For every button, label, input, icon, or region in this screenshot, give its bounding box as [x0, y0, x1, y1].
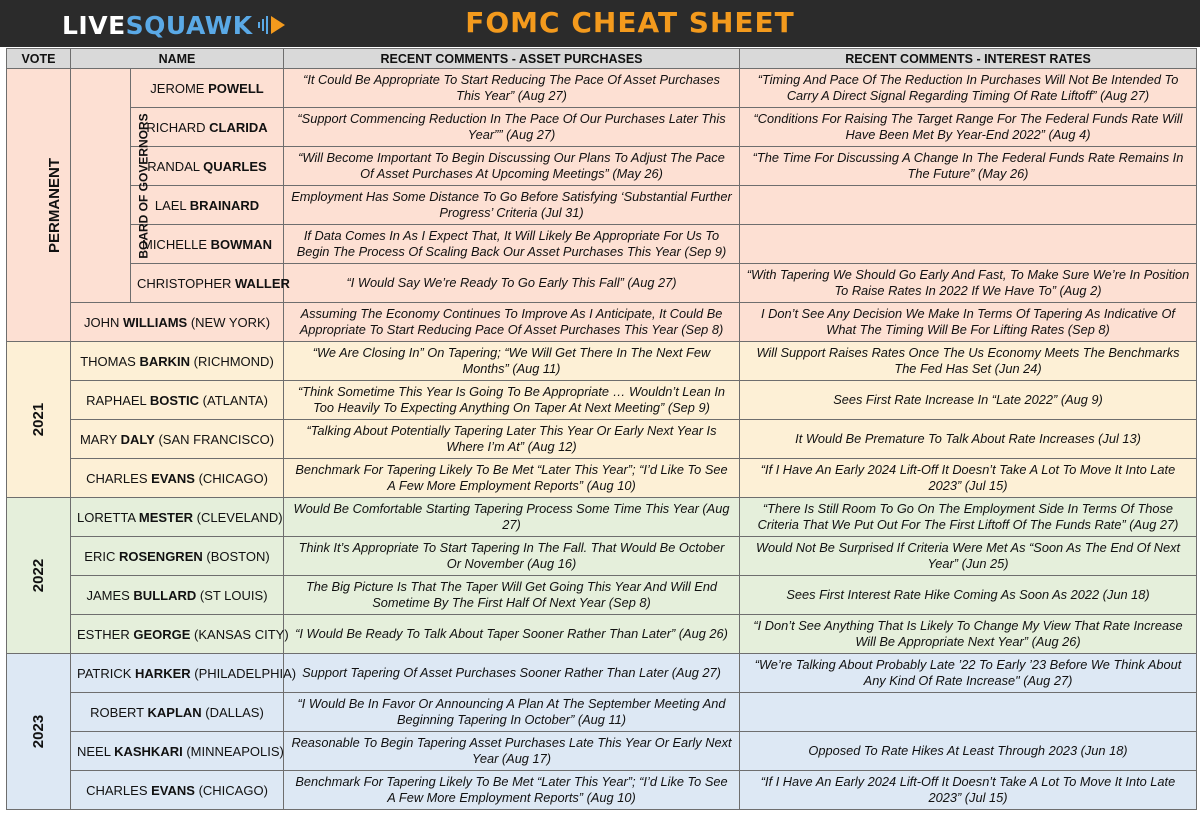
member-first-name: CHRISTOPHER: [137, 275, 235, 291]
member-name: [71, 771, 284, 810]
asset-purchases-comment: Benchmark For Tapering Likely To Be Met “Later This Year”; “I’d Like To See A Few More Employment Reports” (Aug 10): [284, 459, 740, 498]
member-name: [71, 498, 284, 537]
member-location: (BOSTON): [202, 548, 270, 564]
asset-purchases-comment: Support Tapering Of Asset Purchases Sooner Rather Than Later (Aug 27): [284, 654, 740, 693]
member-name: [71, 732, 284, 771]
member-first-name: RAPHAEL: [86, 392, 150, 408]
member-last-name: BOWMAN: [210, 236, 273, 252]
member-first-name: PATRICK: [77, 665, 136, 681]
member-last-name: MESTER: [138, 509, 194, 525]
member-location: (ATLANTA): [199, 392, 268, 408]
logo-text-live: LIVE: [62, 10, 126, 40]
interest-rates-comment: “I Don’t See Anything That Is Likely To Change My View That Rate Increase Will Be Appropriate Next Year” (Aug 26): [740, 615, 1197, 654]
interest-rates-comment: “Conditions For Raising The Target Range For The Federal Funds Rate Will Have Been Met By Year-End 2022” (Aug 4): [740, 108, 1197, 147]
interest-rates-comment: [740, 186, 1197, 225]
member-name: [71, 615, 289, 654]
asset-purchases-comment: “It Could Be Appropriate To Start Reducing The Pace Of Asset Purchases This Year” (Aug 27): [284, 69, 740, 108]
member-last-name: QUARLES: [203, 158, 267, 174]
member-name: [71, 381, 284, 420]
interest-rates-comment: I Don’t See Any Decision We Make In Terms Of Tapering As Indicative Of What The Timing Will Be For Lifting Rates (Sep 8): [740, 303, 1197, 342]
interest-rates-comment: “With Tapering We Should Go Early And Fast, To Make Sure We’re In Position To Raise Rates In 2022 If We Have To” (Aug 2): [740, 264, 1197, 303]
table-row: [7, 342, 1197, 381]
interest-rates-comment: [740, 693, 1197, 732]
asset-purchases-column-header: RECENT COMMENTS - ASSET PURCHASES: [284, 49, 740, 69]
member-last-name: HARKER: [135, 665, 191, 681]
member-first-name: ESTHER: [77, 626, 134, 642]
interest-rates-comment: “We’re Talking About Probably Late ’22 To Early ’23 Before We Think About Any Kind Of Rate Increase" (Aug 27): [740, 654, 1197, 693]
member-name: [71, 342, 284, 381]
member-name: [131, 147, 284, 186]
member-last-name: BRAINARD: [189, 197, 260, 213]
asset-purchases-comment: Assuming The Economy Continues To Improve As I Anticipate, It Could Be Appropriate To Start Reducing Pace Of Asset Purchases This Year (Sep 8): [284, 303, 740, 342]
vote-group-y2022: [7, 498, 71, 654]
member-location: (SAN FRANCISCO): [154, 431, 275, 447]
interest-rates-comment: Opposed To Rate Hikes At Least Through 2023 (Jun 18): [740, 732, 1197, 771]
member-first-name: MICHELLE: [141, 236, 211, 252]
table-row: [7, 771, 1197, 810]
header-bar: [0, 0, 1200, 47]
asset-purchases-comment: “Will Become Important To Begin Discussing Our Plans To Adjust The Pace Of Asset Purchases At Upcoming Meetings” (May 26): [284, 147, 740, 186]
interest-rates-comment: “If I Have An Early 2024 Lift-Off It Doesn’t Take A Lot To Move It Into Late 2023” (Jul 15): [740, 459, 1197, 498]
interest-rates-comment: “If I Have An Early 2024 Lift-Off It Doesn’t Take A Lot To Move It Into Late 2023” (Jul 15): [740, 771, 1197, 810]
asset-purchases-comment: “I Would Say We’re Ready To Go Early This Fall” (Aug 27): [284, 264, 740, 303]
interest-rates-comment: Sees First Rate Increase In “Late 2022” (Aug 9): [740, 381, 1197, 420]
member-name: [131, 264, 290, 303]
name-column-header: NAME: [71, 49, 284, 69]
table-row: [7, 537, 1197, 576]
board-of-governors-group: [71, 69, 151, 303]
member-name: [71, 654, 297, 693]
asset-purchases-comment: “We Are Closing In” On Tapering; “We Will Get There In The Next Few Months” (Aug 11): [284, 342, 740, 381]
member-name: [131, 225, 284, 264]
table-row: [7, 459, 1197, 498]
member-last-name: KAPLAN: [147, 704, 202, 720]
logo-text-squawk: SQUAWK: [125, 10, 253, 40]
asset-purchases-comment: “I Would Be In Favor Or Announcing A Plan At The September Meeting And Beginning Tapering In October” (Aug 11): [284, 693, 740, 732]
member-location: (RICHMOND): [190, 353, 274, 369]
member-last-name: BOSTIC: [149, 392, 200, 408]
member-last-name: CLARIDA: [209, 119, 268, 135]
member-first-name: CHARLES: [86, 782, 152, 798]
member-location: (DALLAS): [201, 704, 264, 720]
table-row: [7, 732, 1197, 771]
member-name: [71, 303, 284, 342]
member-first-name: ERIC: [84, 548, 119, 564]
member-last-name: BARKIN: [139, 353, 191, 369]
member-name: [131, 108, 284, 147]
member-first-name: NEEL: [77, 743, 115, 759]
table-row: [7, 693, 1197, 732]
table-row: [7, 303, 1197, 342]
member-location: (KANSAS CITY): [190, 626, 289, 642]
member-first-name: LAEL: [154, 197, 190, 213]
member-first-name: RICHARD: [146, 119, 210, 135]
member-location: (MINNEAPOLIS): [182, 743, 284, 759]
vote-group-permanent: [7, 69, 71, 342]
table-row: [7, 498, 1197, 537]
member-name: [71, 420, 284, 459]
table-header-row: [7, 49, 1197, 69]
member-name: [71, 693, 284, 732]
asset-purchases-comment: Benchmark For Tapering Likely To Be Met “Later This Year”; “I’d Like To See A Few More Employment Reports” (Aug 10): [284, 771, 740, 810]
vote-column-header: VOTE: [7, 49, 71, 69]
vote-group-label: 2023: [30, 714, 47, 749]
table-row: [7, 147, 1197, 186]
member-name: [131, 69, 284, 108]
member-location: (ST LOUIS): [196, 587, 268, 603]
page-title: FOMC CHEAT SHEET: [465, 6, 795, 39]
member-location: (CHICAGO): [194, 782, 268, 798]
asset-purchases-comment: Would Be Comfortable Starting Tapering Process Some Time This Year (Aug 27): [284, 498, 740, 537]
interest-rates-comment: Will Support Raises Rates Once The Us Economy Meets The Benchmarks The Fed Has Set (Jun 24): [740, 342, 1197, 381]
member-first-name: MARY: [79, 431, 121, 447]
member-last-name: WALLER: [235, 275, 290, 291]
table-row: [7, 420, 1197, 459]
vote-group-y2023: [7, 654, 71, 810]
board-of-governors-label: BOARD OF GOVERNORS: [136, 113, 151, 259]
table-row: [7, 381, 1197, 420]
member-last-name: GEORGE: [133, 626, 191, 642]
interest-rates-comment: [740, 225, 1197, 264]
member-location: (NEW YORK): [187, 314, 271, 330]
interest-rates-comment: “Timing And Pace Of The Reduction In Purchases Will Not Be Intended To Carry A Direct Signal Regarding Timing Of Rate Liftoff” (Aug 27): [740, 69, 1197, 108]
interest-rates-comment: Would Not Be Surprised If Criteria Were Met As “Soon As The End Of Next Year” (Jun 25): [740, 537, 1197, 576]
asset-purchases-comment: If Data Comes In As I Expect That, It Will Likely Be Appropriate For Us To Begin The Process Of Scaling Back Our Asset Purchases This Year (Sep 9): [284, 225, 740, 264]
member-last-name: EVANS: [151, 782, 195, 798]
asset-purchases-comment: Reasonable To Begin Tapering Asset Purchases Late This Year Or Early Next Year (Aug 17): [284, 732, 740, 771]
asset-purchases-comment: “Support Commencing Reduction In The Pace Of Our Purchases Later This Year”” (Aug 27): [284, 108, 740, 147]
table-row: [7, 225, 1197, 264]
member-first-name: CHARLES: [86, 470, 152, 486]
member-last-name: EVANS: [151, 470, 195, 486]
table-row: [7, 186, 1197, 225]
asset-purchases-comment: “I Would Be Ready To Talk About Taper Sooner Rather Than Later” (Aug 26): [284, 615, 740, 654]
interest-rates-comment: “The Time For Discussing A Change In The Federal Funds Rate Remains In The Future” (May 26): [740, 147, 1197, 186]
member-first-name: LORETTA: [77, 509, 139, 525]
table-row: [7, 108, 1197, 147]
table-row: [7, 69, 1197, 108]
member-location: (PHILADELPHIA): [190, 665, 297, 681]
interest-rates-column-header: RECENT COMMENTS - INTEREST RATES: [740, 49, 1197, 69]
member-first-name: RANDAL: [147, 158, 204, 174]
member-first-name: JAMES: [86, 587, 134, 603]
asset-purchases-comment: Think It’s Appropriate To Start Tapering In The Fall. That Would Be October Or November (Aug 16): [284, 537, 740, 576]
interest-rates-comment: “There Is Still Room To Go On The Employment Side In Terms Of Those Criteria That We Put Out For The First Liftoff Of The Funds Rate” (Aug 27): [740, 498, 1197, 537]
member-last-name: BULLARD: [133, 587, 197, 603]
table-row: [7, 654, 1197, 693]
member-last-name: WILLIAMS: [122, 314, 188, 330]
member-last-name: KASHKARI: [114, 743, 183, 759]
table-row: [7, 576, 1197, 615]
fomc-table: [6, 48, 1197, 810]
member-last-name: ROSENGREN: [118, 548, 203, 564]
member-first-name: JEROME: [150, 80, 209, 96]
vote-group-label: 2022: [30, 558, 47, 593]
asset-purchases-comment: Employment Has Some Distance To Go Before Satisfying ‘Substantial Further Progress’ Criteria (Jul 31): [284, 186, 740, 225]
interest-rates-comment: Sees First Interest Rate Hike Coming As Soon As 2022 (Jun 18): [740, 576, 1197, 615]
speaker-sound-icon: [257, 14, 287, 36]
member-name: [71, 576, 284, 615]
member-name: [71, 537, 284, 576]
table-row: [7, 264, 1197, 303]
asset-purchases-comment: “Talking About Potentially Tapering Later This Year Or Early Next Year Is Where I’m At” (Aug 12): [284, 420, 740, 459]
member-first-name: THOMAS: [80, 353, 140, 369]
member-name: [71, 459, 284, 498]
vote-group-label: PERMANENT: [46, 157, 64, 253]
livesquawk-logo: [62, 9, 287, 41]
member-first-name: JOHN: [83, 314, 123, 330]
interest-rates-comment: It Would Be Premature To Talk About Rate Increases (Jul 13): [740, 420, 1197, 459]
member-last-name: POWELL: [208, 80, 264, 96]
asset-purchases-comment: “Think Sometime This Year Is Going To Be Appropriate … Wouldn’t Lean In Too Heavily To Expecting Anything On Taper At Next Meeting” (Sep 9): [284, 381, 740, 420]
member-name: [131, 186, 284, 225]
table-row: [7, 615, 1197, 654]
vote-group-y2021: [7, 342, 71, 498]
vote-group-label: 2021: [30, 402, 47, 437]
member-location: (CHICAGO): [194, 470, 268, 486]
member-first-name: ROBERT: [90, 704, 148, 720]
member-last-name: DALY: [120, 431, 155, 447]
asset-purchases-comment: The Big Picture Is That The Taper Will Get Going This Year And Will End Sometime By The First Half Of Next Year (Sep 8): [284, 576, 740, 615]
member-location: (CLEVELAND): [193, 509, 283, 525]
